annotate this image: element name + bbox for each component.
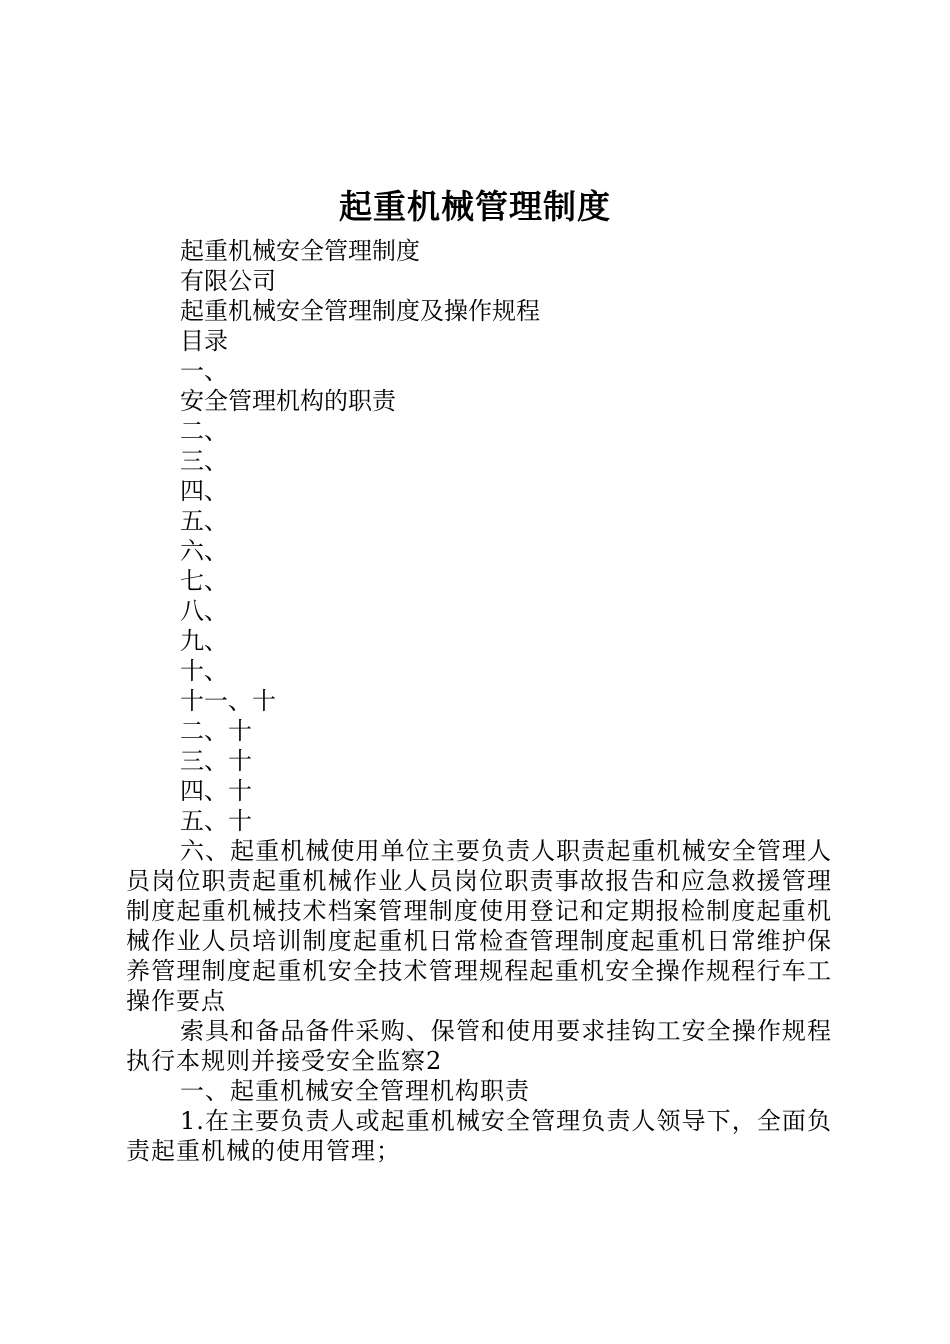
toc-item: 一、 (180, 357, 228, 385)
toc-item: 五、十 (180, 807, 252, 835)
section-heading: 一、起重机械安全管理机构职责 (180, 1077, 530, 1105)
document-body (126, 236, 832, 1166)
toc-item: 九、 (180, 627, 228, 655)
toc-item: 三、十 (180, 747, 252, 775)
toc-item: 三、 (180, 447, 228, 475)
document-title: 起重机械管理制度 (339, 187, 611, 226)
toc-item: 安全管理机构的职责 (180, 387, 396, 415)
text-line: 有限公司 (180, 267, 276, 295)
toc-item: 八、 (180, 597, 228, 625)
toc-heading: 目录 (180, 327, 228, 355)
toc-item: 四、十 (180, 777, 252, 805)
toc-item: 五、 (180, 507, 228, 535)
text-line: 起重机械安全管理制度及操作规程 (180, 297, 540, 325)
toc-item: 六、 (180, 537, 228, 565)
body-paragraph: 六、起重机械使用单位主要负责人职责起重机械安全管理人员岗位职责起重机械作业人员岗位职责事故报告和应急救援管理制度起重机械技术档案管理制度使用登记和定期报检制度起重机械作业人员培训制度起重机日常检查管理制度起重机日常维护保养管理制度起重机安全技术管理规程起重机安全操作规程行车工操作要点 (126, 837, 832, 1015)
body-paragraph: 索具和备品备件采购、保管和使用要求挂钩工安全操作规程执行本规则并接受安全监察2 (126, 1017, 832, 1075)
toc-item: 四、 (180, 477, 228, 505)
toc-item: 十一、十 (180, 687, 276, 715)
body-paragraph: 1.在主要负责人或起重机械安全管理负责人领导下，全面负责起重机械的使用管理； (126, 1107, 832, 1165)
toc-item: 二、 (180, 417, 228, 445)
toc-item: 七、 (180, 567, 228, 595)
toc-item: 二、十 (180, 717, 252, 745)
text-line: 起重机械安全管理制度 (180, 237, 420, 265)
toc-item: 十、 (180, 657, 228, 685)
